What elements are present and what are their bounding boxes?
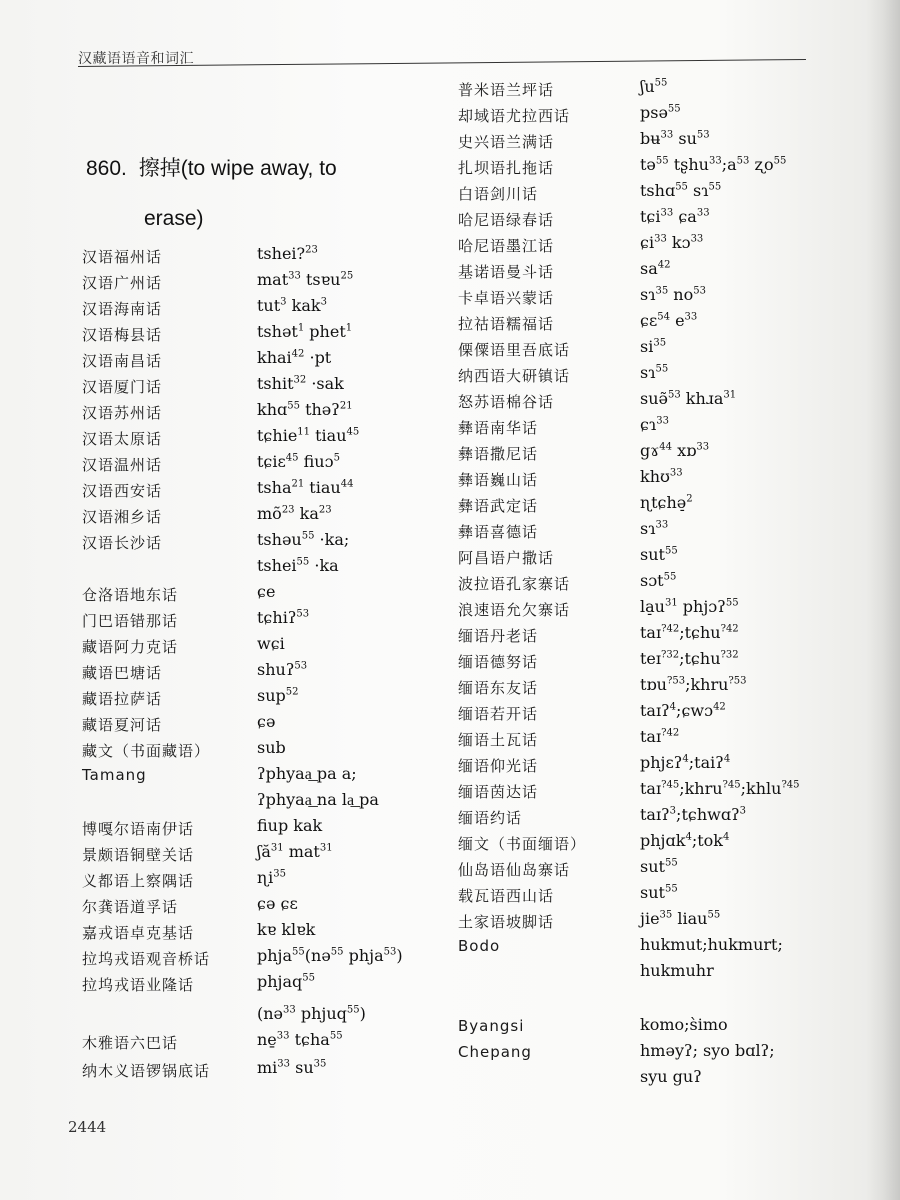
entry-row	[458, 441, 890, 465]
entry-row	[82, 816, 507, 840]
entry-row	[458, 389, 890, 413]
entry-row	[82, 1058, 507, 1082]
entry-number: 860.	[86, 157, 127, 180]
word-form: ɕɿ$^{33}$	[640, 415, 669, 434]
word-form: $sa^{42}$	[640, 259, 671, 278]
entry-row	[82, 582, 507, 606]
entry-title-line1	[86, 152, 337, 182]
word-form: khʊ$^{33}$	[640, 467, 683, 486]
entry-row	[82, 374, 507, 398]
language-name: 景颇语铜壁关话	[82, 846, 195, 864]
entry-row	[458, 155, 890, 179]
word-form: sut$^{55}$	[640, 883, 678, 902]
language-name: 彝语撒尼话	[458, 445, 539, 463]
word-form: tɕhiʔ$^{53}$	[257, 608, 310, 627]
language-name: 普米语兰坪话	[458, 81, 555, 99]
language-name: 白语剑川话	[458, 185, 539, 203]
entry-row	[458, 597, 890, 621]
language-name: 汉语梅县话	[82, 326, 163, 344]
word-form: komo;s̀imo	[640, 1015, 728, 1034]
word-form: ʃă$^{31}$ mat$^{31}$	[257, 842, 333, 861]
language-name: 缅语约话	[458, 809, 523, 827]
entry-row	[458, 883, 890, 907]
language-name: 汉语长沙话	[82, 534, 163, 552]
entry-row	[82, 1030, 507, 1054]
word-form: ʔphyaa͟ pa a;	[257, 764, 357, 783]
entry-row	[458, 909, 890, 933]
word-form: ne̱$^{33}$ tɕha$^{55}$	[257, 1030, 343, 1049]
entry-row	[82, 452, 507, 476]
word-form: wɕi	[257, 634, 285, 653]
language-name: 拉坞戎语业隆话	[82, 976, 195, 994]
entry-row	[82, 400, 507, 424]
entry-title: 擦掉(to wipe away, to	[138, 157, 337, 180]
entry-row	[82, 946, 507, 970]
word-form: sut$^{55}$	[640, 545, 678, 564]
language-name: 汉语海南话	[82, 300, 163, 318]
language-name: 仓洛语地东话	[82, 586, 179, 604]
entry-row	[458, 1067, 890, 1091]
word-form: taɪ$^{?42}$;tɕhu$^{?42}$	[640, 623, 739, 642]
entry-row	[458, 285, 890, 309]
word-form: taɪʔ$^4$;ɕwɔ$^{42}$	[640, 701, 726, 720]
word-form: sup$^{52}$	[257, 686, 299, 705]
entry-row	[458, 1041, 890, 1065]
entry-row	[458, 961, 890, 985]
entry-row	[458, 77, 890, 101]
entry-row	[82, 972, 507, 996]
word-form: tshət$^1$ phet$^1$	[257, 322, 353, 341]
word-form: shuʔ$^{53}$	[257, 660, 308, 679]
word-form: phjɛʔ$^4$;taiʔ$^4$	[640, 753, 731, 772]
language-name: Byangsi	[458, 1017, 525, 1035]
word-form: $mõ^{23}$ $ka^{23}$	[257, 504, 332, 523]
language-name: 彝语武定话	[458, 497, 539, 515]
word-form: jie$^{35}$ liau$^{55}$	[640, 909, 721, 928]
entry-row	[82, 738, 507, 762]
entry-row	[82, 868, 507, 892]
word-form: hməyʔ; syo bɑlʔ;	[640, 1041, 775, 1060]
language-name: 纳西语大研镇话	[458, 367, 571, 385]
language-name: 波拉语孔家寨话	[458, 575, 571, 593]
language-name: 怒苏语棉谷话	[458, 393, 555, 411]
word-form: tsha$^{21}$ tiau$^{44}$	[257, 478, 354, 497]
language-name: 彝语巍山话	[458, 471, 539, 489]
language-name: 缅语东友话	[458, 679, 539, 697]
word-form: ɕə ɕɛ	[257, 894, 298, 913]
word-form: (nə$^{33}$ phjuq$^{55}$)	[257, 1004, 366, 1023]
entry-row	[82, 530, 507, 554]
word-form: suə̃$^{53}$ khɹa$^{31}$	[640, 389, 737, 408]
language-name: 藏语夏河话	[82, 716, 163, 734]
entry-row	[458, 649, 890, 673]
word-form: tɕi$^{33}$ ɕa$^{33}$	[640, 207, 710, 226]
language-name: 义都语上察隅话	[82, 872, 195, 890]
word-form: fiup kak	[257, 816, 323, 835]
language-name: 拉坞戎语观音桥话	[82, 950, 211, 968]
entry-row	[82, 790, 507, 814]
entry-row	[82, 348, 507, 372]
word-form: tə$^{55}$ $tʂhu^{33};a^{53}$ ʐo$^{55}$	[640, 155, 787, 174]
language-name: 汉语湘乡话	[82, 508, 163, 526]
language-name: 汉语广州话	[82, 274, 163, 292]
language-name: 仙岛语仙岛寨话	[458, 861, 571, 879]
entry-row	[458, 519, 890, 543]
language-name: 藏语巴塘话	[82, 664, 163, 682]
entry-row	[458, 675, 890, 699]
language-name: 土家语坡脚话	[458, 913, 555, 931]
entry-row	[458, 129, 890, 153]
language-name: 彝语南华话	[458, 419, 539, 437]
entry-row	[458, 103, 890, 127]
word-form: hukmut;hukmurt;	[640, 935, 783, 954]
entry-row	[82, 426, 507, 450]
word-form: taɪʔ$^3$;tɕhwɑʔ$^3$	[640, 805, 747, 824]
language-name: 木雅语六巴话	[82, 1034, 179, 1052]
word-form: sɿ$^{55}$	[640, 363, 669, 382]
entry-row	[82, 504, 507, 528]
entry-row	[82, 296, 507, 320]
language-name: 缅文（书面缅语）	[458, 835, 587, 853]
entry-row	[82, 556, 507, 580]
word-form: ʃu$^{55}$	[640, 77, 668, 96]
word-form: tɕhie$^{11}$ tiau$^{45}$	[257, 426, 360, 445]
word-form: ɳtɕhə̠$^2$	[640, 493, 693, 512]
language-name: 基诺语曼斗话	[458, 263, 555, 281]
entry-row	[458, 753, 890, 777]
language-name: 哈尼语绿春话	[458, 211, 555, 229]
word-form: kɐ klɐk	[257, 920, 316, 939]
word-form: psə$^{55}$	[640, 103, 681, 122]
language-name: 拉祜语糯福话	[458, 315, 555, 333]
word-form: $la̠u^{31}$ phjɔʔ$^{55}$	[640, 597, 739, 616]
entry-row	[82, 712, 507, 736]
word-form: sub	[257, 738, 286, 757]
word-form: tshei?$^{23}$	[257, 244, 318, 263]
word-form: $mi^{33}$ $su^{35}$	[257, 1058, 327, 1077]
language-name: 博嘎尔语南伊话	[82, 820, 195, 838]
page-number: 2444	[68, 1118, 107, 1136]
entry-row	[82, 270, 507, 294]
word-form: tshəu$^{55}$ ·ka;	[257, 530, 350, 549]
word-form: ɳi$^{35}$	[257, 868, 286, 887]
word-form: $si^{35}$	[640, 337, 667, 356]
word-form: phjaq$^{55}$	[257, 972, 316, 991]
entry-row	[82, 920, 507, 944]
entry-row	[458, 337, 890, 361]
language-name: 藏文（书面藏语）	[82, 742, 211, 760]
language-name: 载瓦语西山话	[458, 887, 555, 905]
word-form: sut$^{55}$	[640, 857, 678, 876]
entry-title-line2: erase)	[144, 207, 204, 230]
language-name: 汉语太原话	[82, 430, 163, 448]
entry-row	[458, 493, 890, 517]
word-form: phja$^{55}$(nə$^{55}$ phja$^{53}$)	[257, 946, 403, 965]
word-form: tshit$^{32}$ ·sak	[257, 374, 344, 393]
language-name: Bodo	[458, 937, 501, 955]
entry-row	[458, 181, 890, 205]
entry-row	[458, 233, 890, 257]
entry-row	[458, 259, 890, 283]
word-form: tɕiɛ$^{45}$ fiuɔ$^5$	[257, 452, 340, 471]
word-form: khɑ$^{55}$ thəʔ$^{21}$	[257, 400, 353, 419]
entry-row	[458, 779, 890, 803]
entry-row	[82, 608, 507, 632]
entry-row	[82, 244, 507, 268]
language-name: Chepang	[458, 1043, 532, 1061]
language-name: 纳木义语锣锅底话	[82, 1062, 211, 1080]
entry-row	[458, 571, 890, 595]
entry-row	[82, 478, 507, 502]
language-name: 却域语尤拉西话	[458, 107, 571, 125]
language-name: Tamang	[82, 766, 147, 784]
language-name: 藏语阿力克话	[82, 638, 179, 656]
language-name: 缅语土瓦话	[458, 731, 539, 749]
entry-row	[458, 207, 890, 231]
word-form: sɔt$^{55}$	[640, 571, 677, 590]
language-name: 嘉戎语卓克基话	[82, 924, 195, 942]
word-form: hukmuhr	[640, 961, 714, 980]
language-name: 藏语拉萨话	[82, 690, 163, 708]
entry-row	[458, 1015, 890, 1039]
language-name: 尔龚语道孚话	[82, 898, 179, 916]
word-form: taɪ$^{?45}$;khru$^{?45}$;khlu$^{?45}$	[640, 779, 800, 798]
entry-row	[82, 686, 507, 710]
word-form: ɕɛ$^{54}$ $e^{33}$	[640, 311, 698, 330]
entry-row	[82, 764, 507, 788]
language-name: 卡卓语兴蒙话	[458, 289, 555, 307]
word-form: ɕə	[257, 712, 276, 731]
language-name: 史兴语兰满话	[458, 133, 555, 151]
word-form: taɪ$^{?42}$	[640, 727, 680, 746]
word-form: sɿ$^{33}$	[640, 519, 669, 538]
language-name: 缅语德努话	[458, 653, 539, 671]
entry-row	[458, 311, 890, 335]
word-form: ɕi$^{33}$ kɔ$^{33}$	[640, 233, 704, 252]
entry-row	[458, 857, 890, 881]
entry-row	[458, 831, 890, 855]
entry-row	[82, 842, 507, 866]
entry-row	[458, 545, 890, 569]
language-name: 汉语温州话	[82, 456, 163, 474]
word-form: tɒu$^{?53}$;khru$^{?53}$	[640, 675, 747, 694]
language-name: 汉语西安话	[82, 482, 163, 500]
language-name: 汉语南昌话	[82, 352, 163, 370]
word-form: phjɑk$^4$;tok$^4$	[640, 831, 730, 850]
entry-row	[458, 805, 890, 829]
entry-row	[458, 363, 890, 387]
language-name: 汉语福州话	[82, 248, 163, 266]
entry-row	[458, 727, 890, 751]
running-header: 汉藏语语音和词汇	[78, 51, 194, 67]
entry-row	[458, 935, 890, 959]
word-form: mat$^{33}$ tsɐu$^{25}$	[257, 270, 354, 289]
entry-row	[82, 660, 507, 684]
entry-row	[82, 894, 507, 918]
word-form: sɿ$^{35}$ $no^{53}$	[640, 285, 706, 304]
language-name: 哈尼语墨江话	[458, 237, 555, 255]
language-name: 浪速语允欠寨话	[458, 601, 571, 619]
word-form: syu guʔ	[640, 1067, 702, 1086]
word-form: tshei$^{55}$ ·ka	[257, 556, 339, 575]
entry-row	[458, 467, 890, 491]
language-name: 汉语苏州话	[82, 404, 163, 422]
language-name: 门巴语错那话	[82, 612, 179, 630]
entry-row	[82, 634, 507, 658]
word-form: tut$^3$ kak$^3$	[257, 296, 327, 315]
word-form: gɤ$^{44}$ xɒ$^{33}$	[640, 441, 710, 460]
entry-row	[82, 322, 507, 346]
word-form: ʔphyaa͟ na la͟ pa	[257, 790, 379, 809]
entry-row	[82, 1004, 507, 1028]
language-name: 扎坝语扎拖话	[458, 159, 555, 177]
language-name: 汉语厦门话	[82, 378, 163, 396]
word-form: khai$^{42}$ ·pt	[257, 348, 332, 367]
entry-row	[458, 623, 890, 647]
word-form: teɪ$^{?32}$;tɕhu$^{?32}$	[640, 649, 739, 668]
language-name: 傈僳语里吾底话	[458, 341, 571, 359]
language-name: 阿昌语户撒话	[458, 549, 555, 567]
word-form: tshɑ$^{55}$ sɿ$^{55}$	[640, 181, 722, 200]
language-name: 缅语若开话	[458, 705, 539, 723]
language-name: 缅语丹老话	[458, 627, 539, 645]
word-form: ɕe	[257, 582, 276, 601]
word-form: bʉ$^{33}$ $su^{53}$	[640, 129, 710, 148]
entry-row	[458, 415, 890, 439]
language-name: 彝语喜德话	[458, 523, 539, 541]
language-name: 缅语仰光话	[458, 757, 539, 775]
entry-row	[458, 701, 890, 725]
language-name: 缅语茵达话	[458, 783, 539, 801]
